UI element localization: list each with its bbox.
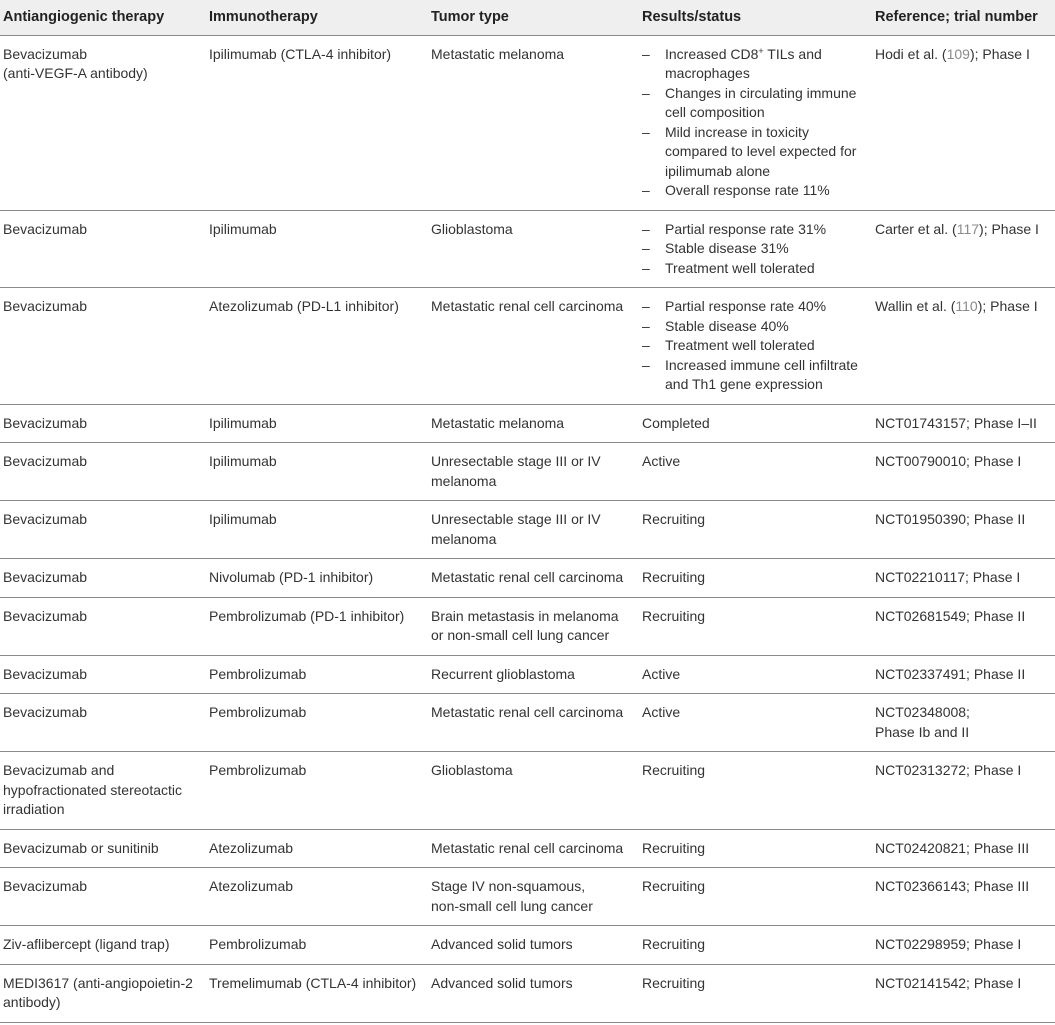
antiangiogenic-cell: Bevacizumab — [0, 404, 206, 443]
status-cell: Recruiting — [639, 597, 872, 655]
reference-link[interactable]: 110 — [955, 298, 978, 314]
immunotherapy-cell: Pembrolizumab (PD-1 inhibitor) — [206, 597, 428, 655]
status-cell: Recruiting — [639, 829, 872, 868]
results-list — [642, 45, 866, 201]
tumor-type-cell: Glioblastoma — [428, 752, 639, 830]
immunotherapy-cell: Ipilimumab — [206, 501, 428, 559]
immunotherapy-cell: Pembrolizumab — [206, 752, 428, 830]
tumor-type-cell: Metastatic melanoma — [428, 35, 639, 210]
antiangiogenic-cell: Bevacizumab — [0, 288, 206, 405]
antiangiogenic-cell: Bevacizumab — [0, 210, 206, 288]
status-cell: Active — [639, 655, 872, 694]
status-cell: Recruiting — [639, 926, 872, 965]
tumor-type-cell: Advanced solid tumors — [428, 964, 639, 1022]
tumor-type-cell: Brain metastasis in melanoma or non-small cell lung cancer — [428, 597, 639, 655]
status-cell: Active — [639, 443, 872, 501]
immunotherapy-cell: Ipilimumab (CTLA-4 inhibitor) — [206, 35, 428, 210]
table-row — [0, 210, 1055, 288]
reference-cell: Wallin et al. (110); Phase I — [872, 288, 1055, 405]
antiangiogenic-cell: Bevacizumab or sunitinib — [0, 829, 206, 868]
table-row — [0, 404, 1055, 443]
tumor-type-cell: Stage IV non-squamous, non-small cell lung cancer — [428, 868, 639, 926]
reference-cell: NCT02210117; Phase I — [872, 559, 1055, 598]
status-cell: Completed — [639, 404, 872, 443]
immunotherapy-cell: Tremelimumab (CTLA-4 inhibitor) — [206, 964, 428, 1022]
result-item: – Increased immune cell infiltrate and Th1 gene expression — [642, 356, 858, 392]
table-row — [0, 443, 1055, 501]
results-cell — [639, 35, 872, 210]
status-cell: Recruiting — [639, 752, 872, 830]
header-reference-trial-number: Reference; trial number — [872, 0, 1055, 35]
immunotherapy-cell: Pembrolizumab — [206, 694, 428, 752]
reference-cell: NCT01950390; Phase II — [872, 501, 1055, 559]
immunotherapy-cell: Pembrolizumab — [206, 926, 428, 965]
immunotherapy-cell: Nivolumab (PD-1 inhibitor) — [206, 559, 428, 598]
header-results-status: Results/status — [639, 0, 872, 35]
tumor-type-cell: Unresectable stage III or IV melanoma — [428, 443, 639, 501]
results-list — [642, 297, 866, 395]
result-item: – Treatment well tolerated — [642, 337, 815, 353]
antiangiogenic-cell: Bevacizumab (anti-VEGF-A antibody) — [0, 35, 206, 210]
tumor-type-cell: Advanced solid tumors — [428, 926, 639, 965]
table-row — [0, 752, 1055, 830]
header-antiangiogenic-therapy: Antiangiogenic therapy — [0, 0, 206, 35]
immunotherapy-cell: Atezolizumab — [206, 829, 428, 868]
table-row — [0, 288, 1055, 405]
header-immunotherapy: Immunotherapy — [206, 0, 428, 35]
reference-link[interactable]: 109 — [946, 45, 970, 62]
result-item: – Changes in circulating immune cell composition — [642, 84, 857, 120]
antiangiogenic-cell: Bevacizumab — [0, 655, 206, 694]
reference-link[interactable]: 117 — [956, 220, 980, 237]
status-cell: Recruiting — [639, 868, 872, 926]
tumor-type-cell: Metastatic melanoma — [428, 404, 639, 443]
immunotherapy-cell: Pembrolizumab — [206, 655, 428, 694]
table-row — [0, 926, 1055, 965]
reference-cell: NCT01743157; Phase I–II — [872, 404, 1055, 443]
status-cell: Active — [639, 694, 872, 752]
table-row — [0, 501, 1055, 559]
result-item: – Stable disease 40% — [642, 317, 789, 334]
immunotherapy-cell: Ipilimumab — [206, 404, 428, 443]
reference-cell: Hodi et al. (109); Phase I — [872, 35, 1055, 210]
tumor-type-cell: Metastatic renal cell carcinoma — [428, 694, 639, 752]
table-row — [0, 559, 1055, 598]
result-item: – Treatment well tolerated — [642, 259, 815, 276]
table-row — [0, 597, 1055, 655]
table-row — [0, 829, 1055, 868]
reference-cell: NCT02313272; Phase I — [872, 752, 1055, 830]
table-row — [0, 964, 1055, 1022]
reference-cell: NCT02141542; Phase I — [872, 964, 1055, 1022]
tumor-type-cell: Metastatic renal cell carcinoma — [428, 829, 639, 868]
tumor-type-cell: Unresectable stage III or IV melanoma — [428, 501, 639, 559]
tumor-type-cell: Recurrent glioblastoma — [428, 655, 639, 694]
reference-cell: NCT02337491; Phase II — [872, 655, 1055, 694]
immunotherapy-cell: Atezolizumab — [206, 868, 428, 926]
reference-cell: NCT02298959; Phase I — [872, 926, 1055, 965]
antiangiogenic-cell: Ziv-aflibercept (ligand trap) — [0, 926, 206, 965]
result-item: – Partial response rate 31% — [642, 220, 827, 237]
immunotherapy-cell: Ipilimumab — [206, 210, 428, 288]
antiangiogenic-cell: Bevacizumab — [0, 868, 206, 926]
results-cell — [639, 288, 872, 405]
reference-cell: NCT02366143; Phase III — [872, 868, 1055, 926]
reference-cell: NCT02348008; Phase Ib and II — [872, 694, 1055, 752]
status-cell: Recruiting — [639, 559, 872, 598]
result-item: – Overall response rate 11% — [642, 182, 830, 198]
immunotherapy-cell: Ipilimumab — [206, 443, 428, 501]
immunotherapy-cell: Atezolizumab (PD-L1 inhibitor) — [206, 288, 428, 405]
table-row — [0, 35, 1055, 210]
result-item: – Stable disease 31% — [642, 240, 789, 256]
status-cell: Recruiting — [639, 964, 872, 1022]
reference-cell: NCT02420821; Phase III — [872, 829, 1055, 868]
antiangiogenic-cell: Bevacizumab — [0, 443, 206, 501]
antiangiogenic-cell: MEDI3617 (anti-angiopoietin-2 antibody) — [0, 964, 206, 1022]
antiangiogenic-cell: Bevacizumab and hypofractionated stereotactic irradiation — [0, 752, 206, 830]
tumor-type-cell: Metastatic renal cell carcinoma — [428, 288, 639, 405]
status-cell: Recruiting — [639, 501, 872, 559]
antiangiogenic-cell: Bevacizumab — [0, 559, 206, 598]
antiangiogenic-cell: Bevacizumab — [0, 694, 206, 752]
results-cell — [639, 210, 872, 288]
table-row — [0, 694, 1055, 752]
antiangiogenic-cell: Bevacizumab — [0, 501, 206, 559]
reference-cell: NCT00790010; Phase I — [872, 443, 1055, 501]
reference-cell: NCT02681549; Phase II — [872, 597, 1055, 655]
result-item: – Partial response rate 40% — [642, 298, 827, 314]
result-item: – Increased CD8+ TILs and macrophages — [642, 45, 822, 81]
antiangiogenic-cell: Bevacizumab — [0, 597, 206, 655]
tumor-type-cell: Metastatic renal cell carcinoma — [428, 559, 639, 598]
table-row — [0, 868, 1055, 926]
result-item: – Mild increase in toxicity compared to level expected for ipilimumab alone — [642, 123, 857, 179]
table-row — [0, 655, 1055, 694]
reference-cell: Carter et al. (117); Phase I — [872, 210, 1055, 288]
header-tumor-type: Tumor type — [428, 0, 639, 35]
tumor-type-cell: Glioblastoma — [428, 210, 639, 288]
header-row — [0, 0, 1055, 35]
results-list — [642, 220, 866, 279]
